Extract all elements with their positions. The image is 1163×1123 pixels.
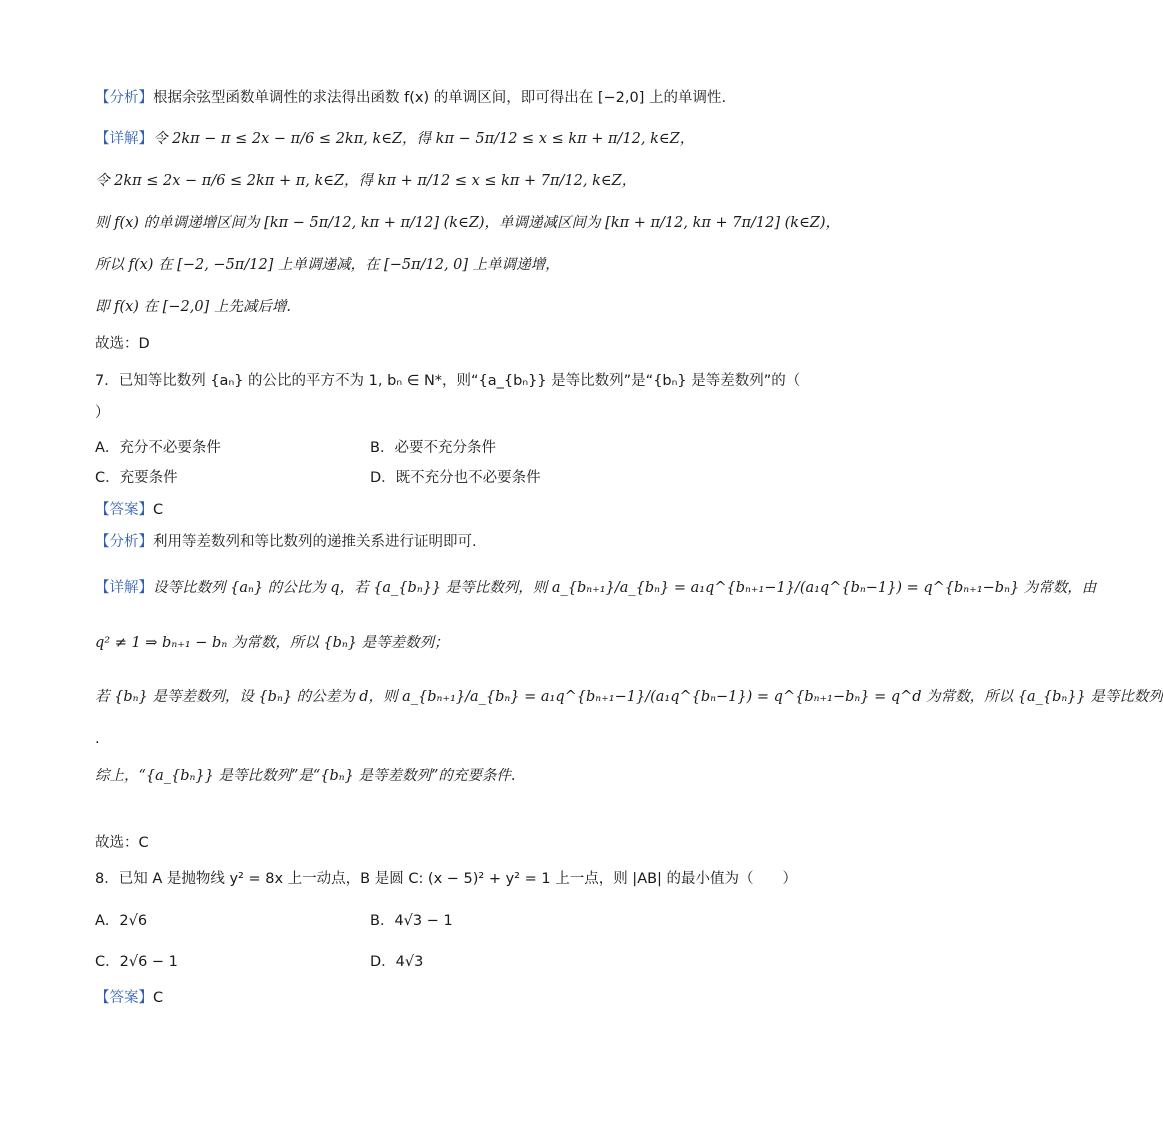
q6-detail-text-5: 即 f(x) 在 [−2,0] 上先减后增. (95, 299, 291, 315)
q7-detail-text-2: q² ≠ 1 ⇒ bₙ₊₁ − bₙ 为常数，所以 {bₙ} 是等差数列； (95, 635, 449, 651)
q6-detail-text-3: 则 f(x) 的单调递增区间为 [kπ − 5π/12, kπ + π/12] (k∈Z)，单调递减区间为 [kπ + π/12, kπ + 7π/12] (k∈Z)， (95, 215, 841, 231)
q7-detail-line-4 (95, 728, 734, 750)
q7-option-d: D．既不充分也不必要条件 (370, 470, 541, 486)
q8-stem-line (95, 868, 798, 890)
q8-option-a: A．2√6 (95, 913, 148, 929)
q7-stem-text-2: ） (95, 405, 110, 421)
answer-tag: 【答案】 (95, 990, 153, 1006)
q8-option-d: D．4√3 (370, 954, 424, 970)
q7-stem-line-2 (95, 402, 734, 424)
q6-detail-line-3 (95, 212, 841, 234)
q6-detail-line-2 (95, 170, 734, 192)
q8-stem-text: 8．已知 A 是抛物线 y² = 8x 上一动点，B 是圆 C: (x − 5)² + y² = 1 上一点，则 |AB| 的最小值为（ ） (95, 871, 798, 887)
q7-detail-line-1 (95, 577, 1097, 599)
q7-answer-value: C (153, 502, 164, 518)
q8-answer-value: C (153, 990, 164, 1006)
q7-detail-line-5 (95, 765, 734, 787)
q7-option-a: A．充分不必要条件 (95, 440, 221, 456)
q6-detail-text-4: 所以 f(x) 在 [−2, −5π/12] 上单调递减，在 [−5π/12, 0] 上单调递增， (95, 257, 560, 273)
q7-choice-text: 故选：C (95, 835, 149, 851)
q7-detail-text-1: 设等比数列 {aₙ} 的公比为 q，若 {a_{bₙ}} 是等比数列，则 a_{bₙ₊₁}/a_{bₙ} = a₁q^{bₙ₊₁−1}/(a₁q^{bₙ−1}) = q^{bₙ₊₁−bₙ} 为常数，由 (153, 580, 1097, 596)
answer-tag: 【答案】 (95, 502, 153, 518)
q6-choice-text: 故选：D (95, 336, 150, 352)
q8-option-c: C．2√6 − 1 (95, 954, 178, 970)
q7-detail-text-3: 若 {bₙ} 是等差数列，设 {bₙ} 的公差为 d，则 a_{bₙ₊₁}/a_{bₙ} = a₁q^{bₙ₊₁−1}/(a₁q^{bₙ−1}) = q^{bₙ₊₁−bₙ} = q^d 为常数，所以 {a_{bₙ}} 是等比数列 (95, 689, 1163, 705)
q7-answer-line (95, 499, 734, 521)
q7-detail-text-5: 综上，“{a_{bₙ}} 是等比数列”是“{bₙ} 是等差数列”的充要条件. (95, 768, 516, 784)
q7-choice-line (95, 832, 734, 854)
q6-detail-text-1: 令 2kπ − π ≤ 2x − π/6 ≤ 2kπ, k∈Z，得 kπ − 5π/12 ≤ x ≤ kπ + π/12, k∈Z， (153, 131, 695, 147)
q7-stem-text-1: 7．已知等比数列 {aₙ} 的公比的平方不为 1, bₙ ∈ N*，则“{a_{bₙ}} 是等比数列”是“{bₙ} 是等差数列”的（ (95, 373, 801, 389)
q7-option-b: B．必要不充分条件 (370, 440, 496, 456)
q7-analysis-text: 利用等差数列和等比数列的递推关系进行证明即可. (153, 534, 477, 550)
q7-option-c: C．充要条件 (95, 470, 178, 486)
q6-analysis-text: 根据余弦型函数单调性的求法得出函数 f(x) 的单调区间，即可得出在 [−2,0] 上的单调性. (153, 90, 727, 106)
analysis-tag: 【分析】 (95, 534, 153, 550)
detail-tag: 【详解】 (95, 580, 153, 596)
analysis-tag: 【分析】 (95, 90, 153, 106)
q6-detail-line-1 (95, 128, 734, 150)
q6-detail-text-2: 令 2kπ ≤ 2x − π/6 ≤ 2kπ + π, k∈Z，得 kπ + π/12 ≤ x ≤ kπ + 7π/12, k∈Z， (95, 173, 637, 189)
q7-detail-line-2 (95, 632, 734, 654)
detail-tag: 【详解】 (95, 131, 153, 147)
q7-analysis-line (95, 531, 734, 553)
q6-choice-line (95, 333, 734, 355)
q7-stem-line-1 (95, 370, 801, 392)
q7-detail-text-4: . (95, 731, 100, 747)
q6-analysis-line (95, 87, 734, 109)
q6-detail-line-4 (95, 254, 734, 276)
q6-detail-line-5 (95, 296, 734, 318)
q8-answer-line (95, 987, 734, 1009)
q8-option-b: B．4√3 − 1 (370, 913, 453, 929)
q7-detail-line-3 (95, 686, 1163, 708)
